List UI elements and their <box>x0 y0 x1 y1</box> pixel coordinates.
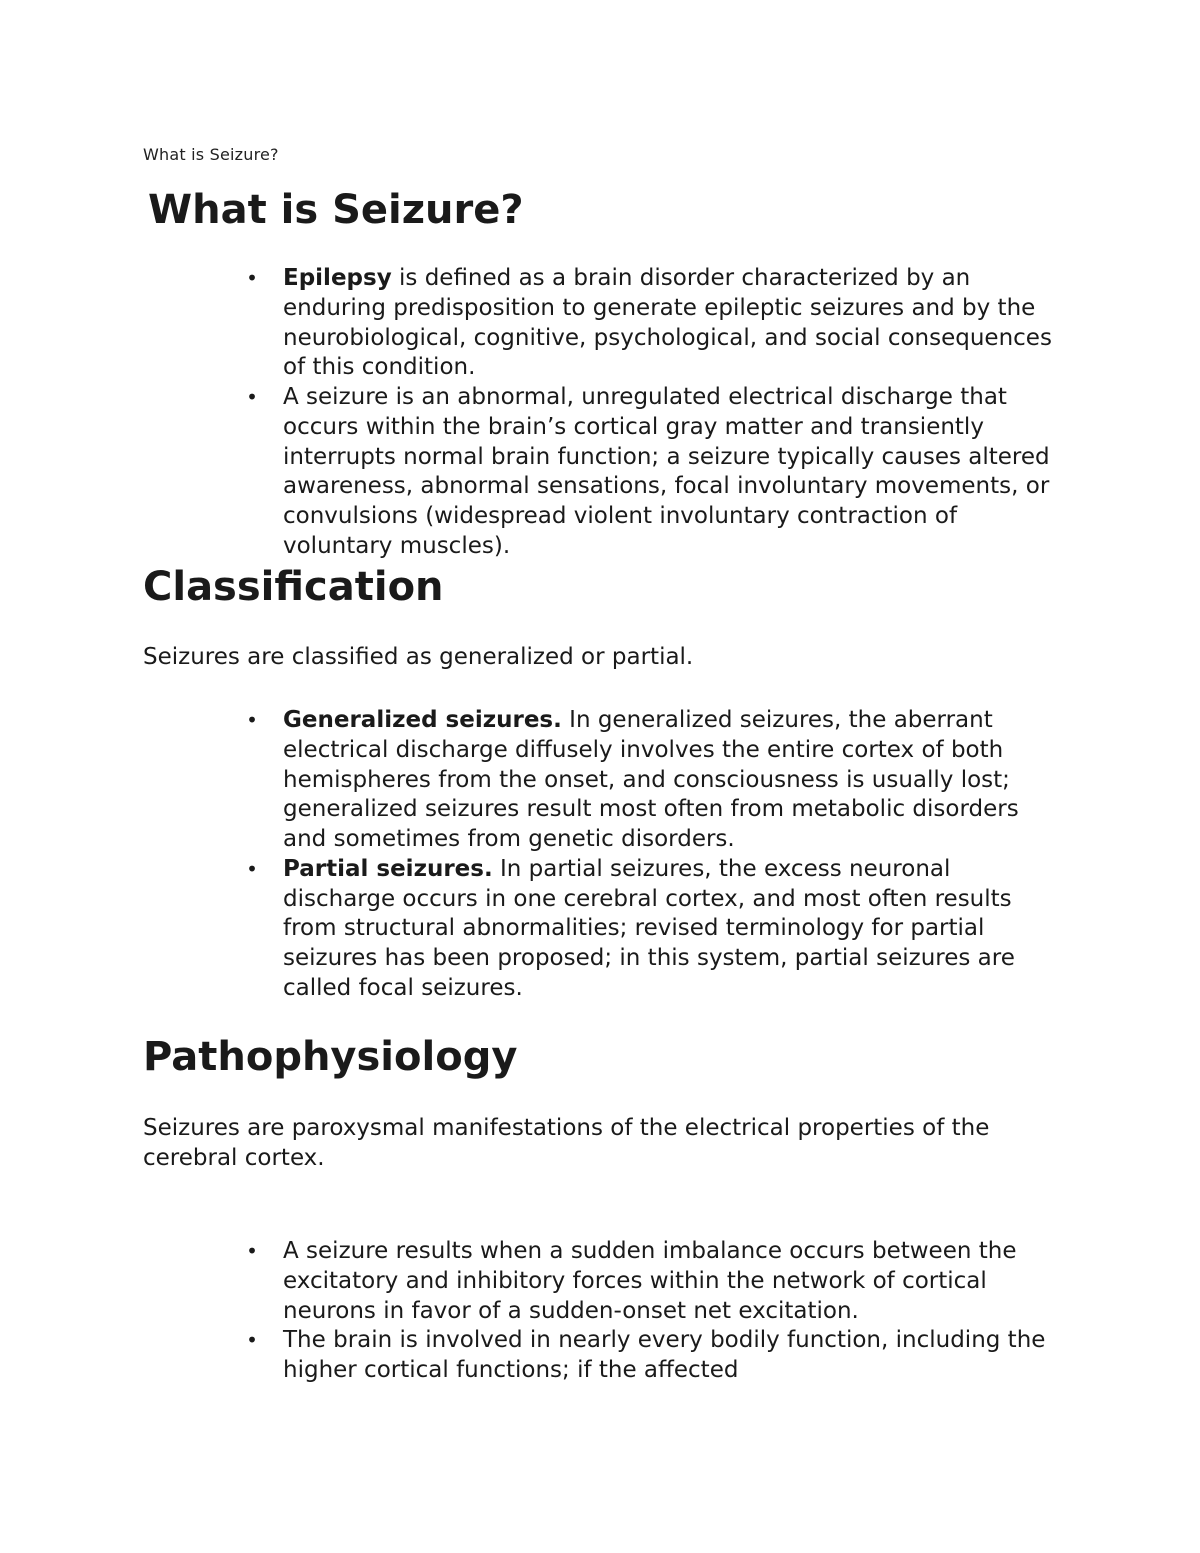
page-title: What is Seizure? <box>148 187 524 233</box>
list-item <box>246 264 1058 383</box>
bullet-text: A seizure is an abnormal, unregulated electrical discharge that occurs within the brain’s cortical gray matter and transiently interrupts normal brain function; a seizure typically causes altered awareness, abnormal sensations, focal involuntary movements, or convulsions (widespread violent involuntary contraction of voluntary muscles). <box>283 384 1050 559</box>
bullet-icon: • <box>246 266 258 290</box>
pathophysiology-list <box>0 1237 1200 1386</box>
bullet-icon: • <box>246 708 258 732</box>
bullet-term: Partial seizures. <box>283 855 493 882</box>
running-header: What is Seizure? <box>143 145 279 164</box>
classification-list <box>0 706 1200 1004</box>
bullet-text: is defined as a brain disorder characterized by an enduring predisposition to generate epileptic seizures and by the neurobiological, cognitive, psychological, and social consequences of this condition. <box>283 265 1052 381</box>
list-item <box>246 855 1058 1004</box>
classification-intro: Seizures are classified as generalized or partial. <box>143 644 694 670</box>
bullet-icon: • <box>246 1239 258 1263</box>
bullet-term: Epilepsy <box>283 265 392 291</box>
bullet-text: In partial seizures, the excess neuronal discharge occurs in one cerebral cortex, and most often results from structural abnormalities; revised terminology for partial seizures has been proposed; in this system, partial seizures are called focal seizures. <box>283 855 1015 1001</box>
bullet-text: A seizure results when a sudden imbalance occurs between the excitatory and inhibitory forces within the network of cortical neurons in favor of a sudden-onset net excitation. <box>283 1238 1017 1324</box>
bullet-icon: • <box>246 385 258 409</box>
definition-list <box>0 264 1200 562</box>
list-item <box>246 1237 1058 1326</box>
list-item <box>246 1326 1058 1386</box>
bullet-icon: • <box>246 856 258 881</box>
section-heading-pathophysiology: Pathophysiology <box>143 1034 518 1080</box>
bullet-term: Generalized seizures. <box>283 707 562 733</box>
list-item <box>246 383 1058 562</box>
bullet-icon: • <box>246 1328 258 1353</box>
bullet-text: The brain is involved in nearly every bodily function, including the higher cortical functions; if the affected <box>283 1327 1046 1383</box>
pathophysiology-intro: Seizures are paroxysmal manifestations of the electrical properties of the cerebral cortex. <box>143 1115 990 1171</box>
list-item <box>246 706 1058 855</box>
bullet-text: In generalized seizures, the aberrant electrical discharge diffusely involves the entire cortex of both hemispheres from the onset, and consciousness is usually lost; generalized seizures result most often from metabolic disorders and sometimes from genetic disorders. <box>283 707 1019 852</box>
section-heading-classification: Classification <box>143 564 444 610</box>
